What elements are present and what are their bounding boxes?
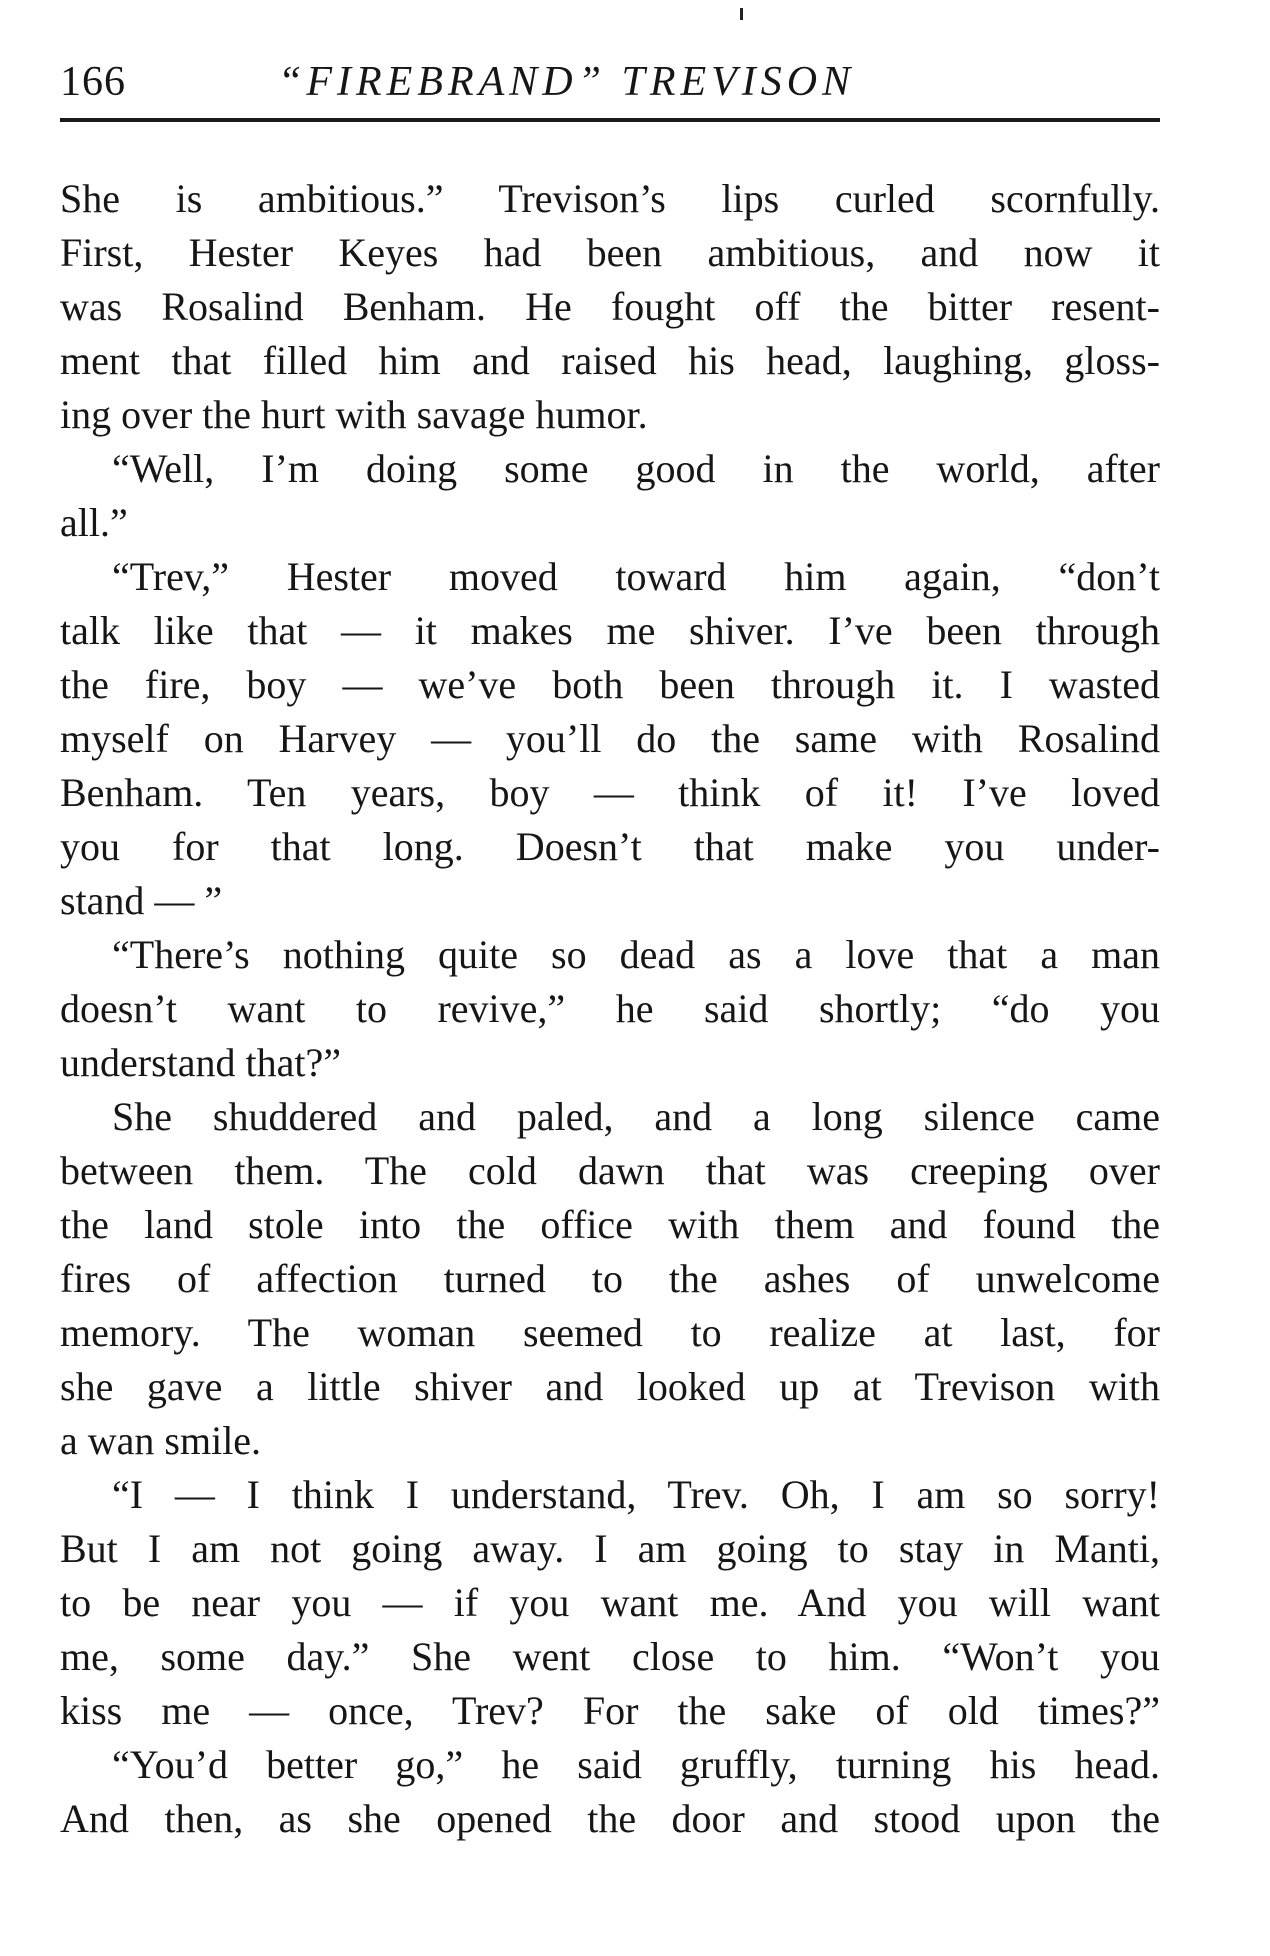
text-line: doesn’t want to revive,” he said shortly; “do you: [60, 986, 1160, 1031]
text-line: to be near you — if you want me. And you will want: [60, 1580, 1160, 1625]
text-line: she gave a little shiver and looked up at Trevison with: [60, 1364, 1160, 1409]
text-line: understand that?”: [60, 1040, 341, 1085]
text-line: First, Hester Keyes had been ambitious, and now it: [60, 230, 1160, 275]
text-line: all.”: [60, 500, 128, 545]
text-line: you for that long. Doesn’t that make you under-: [60, 824, 1160, 869]
text-line: “I — I think I understand, Trev. Oh, I am so sorry!: [112, 1472, 1160, 1517]
print-speck: [740, 8, 743, 20]
text-line: memory. The woman seemed to realize at last, for: [60, 1310, 1160, 1355]
text-line: stand — ”: [60, 878, 223, 923]
text-line: Benham. Ten years, boy — think of it! I’ve loved: [60, 770, 1160, 815]
text-line: ment that filled him and raised his head, laughing, gloss-: [60, 338, 1160, 383]
page-number: 166: [60, 59, 126, 105]
page-header: [60, 52, 1160, 112]
text-line: She shuddered and paled, and a long silence came: [112, 1094, 1160, 1139]
text-line: kiss me — once, Trev? For the sake of old times?”: [60, 1688, 1160, 1733]
text-line: “Well, I’m doing some good in the world, after: [112, 446, 1160, 491]
running-head: “FIREBRAND” TREVISON: [278, 59, 856, 105]
header-rule: [60, 118, 1160, 122]
text-line: And then, as she opened the door and stood upon the: [60, 1796, 1160, 1841]
text-line: fires of affection turned to the ashes of unwelcome: [60, 1256, 1160, 1301]
text-line: the fire, boy — we’ve both been through it. I wasted: [60, 662, 1160, 707]
text-line: a wan smile.: [60, 1418, 262, 1463]
body-text: [60, 172, 1160, 1846]
text-line: “You’d better go,” he said gruffly, turning his head.: [112, 1742, 1160, 1787]
text-line: “Trev,” Hester moved toward him again, “don’t: [112, 554, 1160, 599]
text-line: myself on Harvey — you’ll do the same with Rosalind: [60, 716, 1160, 761]
text-line: She is ambitious.” Trevison’s lips curled scornfully.: [60, 176, 1160, 221]
text-line: between them. The cold dawn that was creeping over: [60, 1148, 1160, 1193]
text-line: me, some day.” She went close to him. “Won’t you: [60, 1634, 1160, 1679]
text-line: talk like that — it makes me shiver. I’ve been through: [60, 608, 1160, 653]
text-line: ing over the hurt with savage humor.: [60, 392, 648, 437]
text-line: the land stole into the office with them and found the: [60, 1202, 1160, 1247]
text-line: was Rosalind Benham. He fought off the bitter resent-: [60, 284, 1160, 329]
text-line: “There’s nothing quite so dead as a love that a man: [112, 932, 1160, 977]
text-line: But I am not going away. I am going to stay in Manti,: [60, 1526, 1160, 1571]
